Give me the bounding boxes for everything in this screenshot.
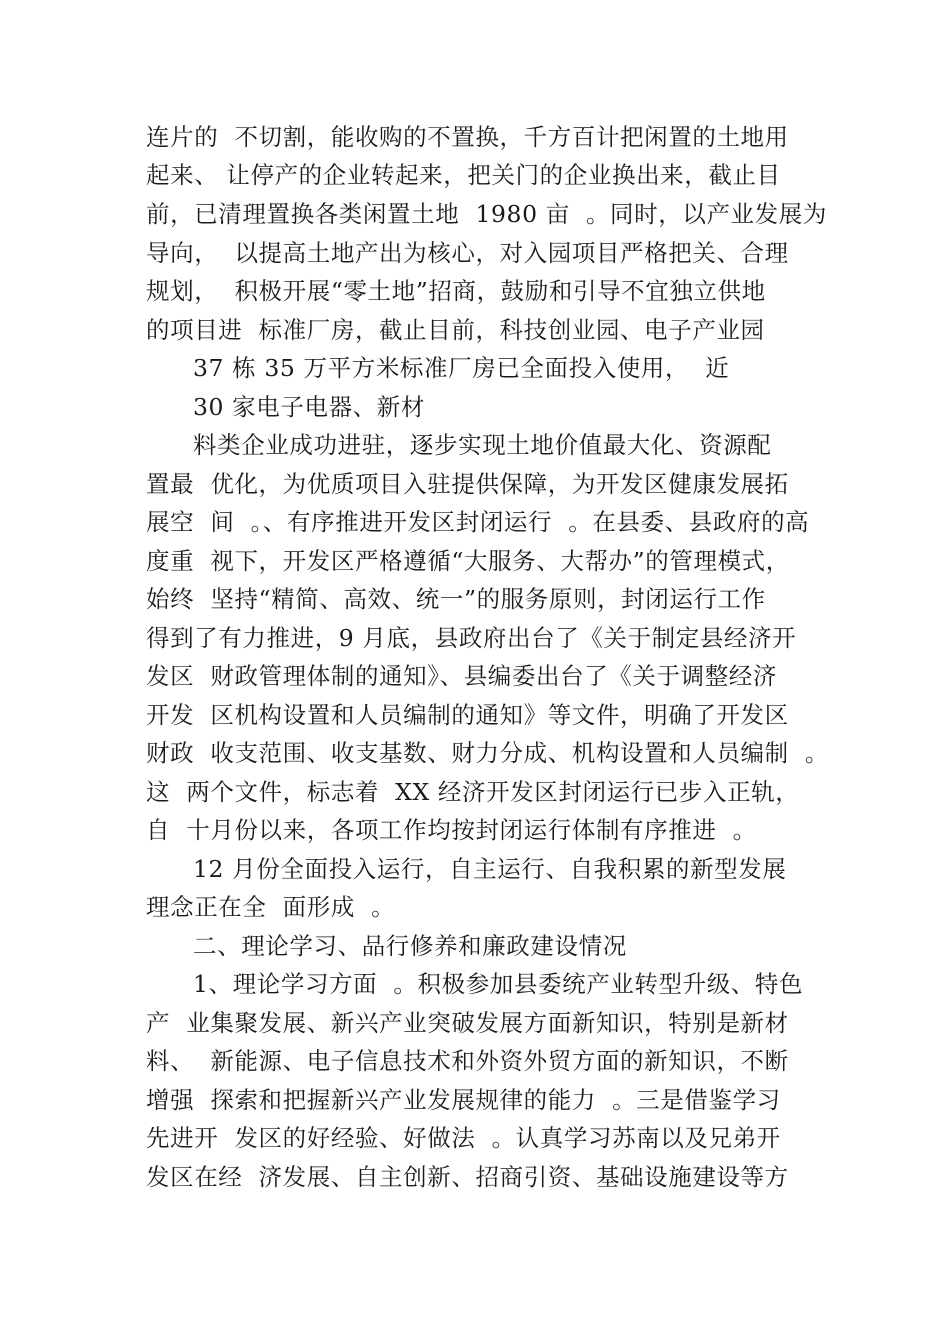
- text-line: 前，已清理置换各类闲置土地 1980 亩 。同时，以产业发展为: [146, 200, 827, 228]
- text-line: 展空 间 。、有序推进开发区封闭运行 。在县委、县政府的高: [146, 508, 810, 536]
- text-line: 先进开 发区的好经验、好做法 。认真学习苏南以及兄弟开: [146, 1124, 781, 1152]
- text-line: 产 业集聚发展、新兴产业突破发展方面新知识，特别是新材: [146, 1009, 789, 1037]
- text-line: 1、理论学习方面 。积极参加县委统产业转型升级、特色: [193, 970, 804, 998]
- text-line: 度重 视下，开发区严格遵循“大服务、大帮办”的管理模式，: [146, 547, 790, 575]
- text-line: 30 家电子电器、新材: [193, 393, 425, 421]
- text-line: 发区在经 济发展、自主创新、招商引资、基础设施建设等方: [146, 1163, 789, 1191]
- text-line: 料、 新能源、电子信息技术和外资外贸方面的新知识，不断: [146, 1047, 789, 1075]
- text-line: 增强 探索和把握新兴产业发展规律的能力 。三是借鉴学习: [146, 1086, 781, 1114]
- text-line: 置最 优化，为优质项目入驻提供保障，为开发区健康发展拓: [146, 470, 789, 498]
- text-line: 料类企业成功进驻，逐步实现土地价值最大化、资源配: [193, 431, 772, 459]
- text-line: 得到了有力推进，9 月底，县政府出台了《关于制定县经济开: [146, 624, 797, 652]
- text-line: 这 两个文件，标志着 XX 经济开发区封闭运行已步入正轨，: [146, 778, 800, 806]
- section-heading: 二、理论学习、品行修养和廉政建设情况: [193, 932, 627, 960]
- text-line: 起来、 让停产的企业转起来，把关门的企业换出来，截止目: [146, 161, 781, 189]
- text-line: 开发 区机构设置和人员编制的通知》等文件，明确了开发区: [146, 701, 789, 729]
- text-line: 37 栋 35 万平方米标准厂房已全面投入使用， 近: [193, 354, 730, 382]
- text-line: 连片的 不切割，能收购的不置换，千方百计把闲置的土地用: [146, 123, 789, 151]
- text-line: 财政 收支范围、收支基数、财力分成、机构设置和人员编制 。: [146, 739, 829, 767]
- text-line: 规划， 积极开展“零土地”招商，鼓励和引导不宜独立供地: [146, 277, 766, 305]
- text-line: 始终 坚持“精简、高效、统一”的服务原则，封闭运行工作: [146, 585, 766, 613]
- text-line: 发区 财政管理体制的通知》、县编委出台了《关于调整经济: [146, 662, 777, 690]
- text-line: 自 十月份以来，各项工作均按封闭运行体制有序推进 。: [146, 816, 757, 844]
- text-line: 的项目进 标准厂房，截止目前，科技创业园、电子产业园: [146, 316, 765, 344]
- text-line: 理念正在全 面形成 。: [146, 893, 396, 921]
- text-line: 导向， 以提高土地产出为核心，对入园项目严格把关、合理: [146, 239, 789, 267]
- text-line: 12 月份全面投入运行，自主运行、自我积累的新型发展: [193, 855, 787, 883]
